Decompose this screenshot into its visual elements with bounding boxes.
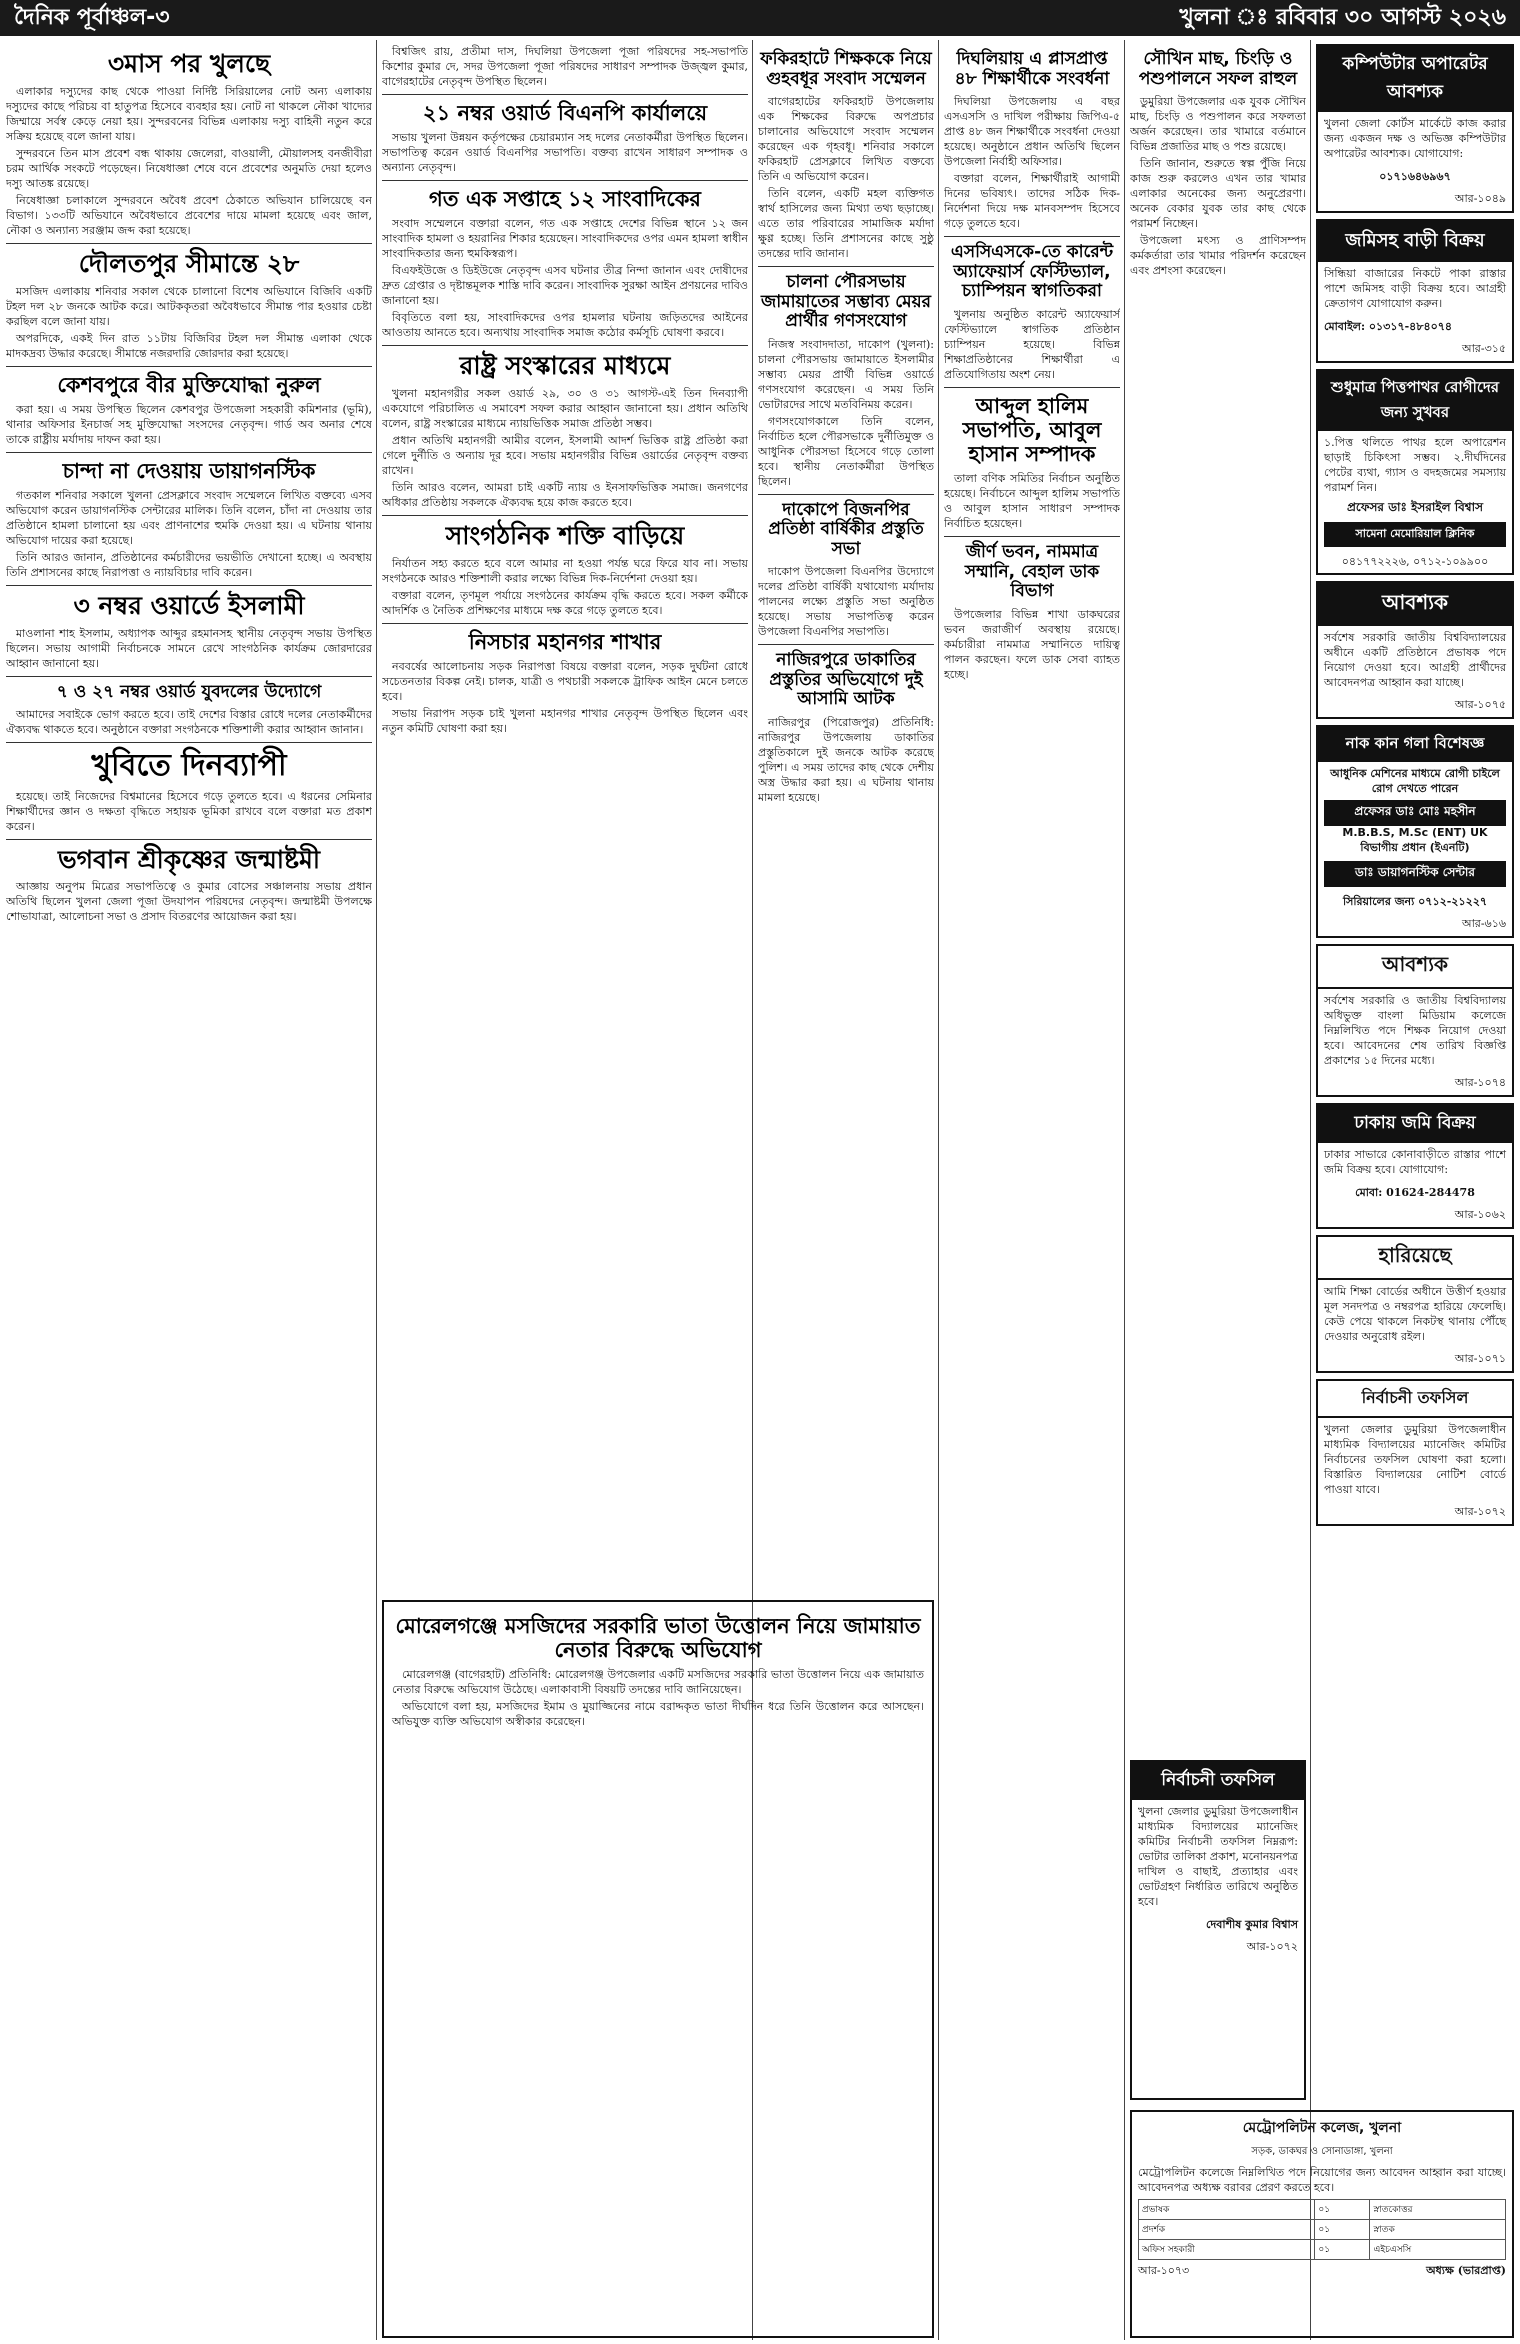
ad-title: কম্পিউটার অপারেটর আবশ্যক: [1318, 46, 1512, 112]
ad-phone: ০৪১৭৭২২২৬, ০৭১২-১০৯৯০০: [1341, 555, 1489, 568]
article-text: বিশ্বজিৎ রায়, প্রতীমা দাস, দিঘলিয়া উপজেলা পূজা পরিষদের সহ-সভাপতি কিশোর কুমার দে, সদর উপজেলা পূজা পরিষদের সাধারণ সম্পাদক উজ্জ্বল কুমার, বাগেরহাটের নেতৃবৃন্দ উপস্থিত ছিলেন।: [382, 45, 748, 88]
issue-date: খুলনা ঃ রবিবার ৩০ আগস্ট ২০২৬: [1179, 4, 1506, 30]
headline: সৌখিন মাছ, চিংড়ি ও পশুপালনে সফল রাহুল: [1138, 49, 1298, 89]
column-3: [758, 44, 934, 1594]
headline: জীর্ণ ভবন, নামমাত্র সম্মানি, বেহাল ডাক বিভাগ: [964, 542, 1100, 602]
ad-center: ডাঃ ডায়াগনস্টিক সেন্টার: [1324, 861, 1506, 887]
headline: ফকিরহাটে শিক্ষককে নিয়ে গুহবধূর সংবাদ সম্মেলন: [760, 49, 932, 89]
article-text: তিনি জানান, শুরুতে স্বল্প পুঁজি নিয়ে কাজ শুরু করলেও এখন তার খামার এলাকার অনেকের জন্য অনুপ্রেরণা। অনেক বেকার যুবক তার কাছ থেকে পরামর্শ নিচ্ছেন।: [1130, 157, 1306, 231]
table-row: [1139, 2220, 1506, 2240]
ad-clinic: সামেনা মেমোরিয়াল ক্লিনিক: [1324, 522, 1506, 547]
article-text: তিনি আরও বলেন, আমরা চাই একটি ন্যায় ও ইনসাফভিত্তিক সমাজ। জনগণের অধিকার প্রতিষ্ঠায় সকলকে ঐক্যবদ্ধ হয়ে কাজ করতে হবে।: [382, 481, 748, 510]
table-row: [1139, 2240, 1506, 2260]
ad-ent-specialist: [1316, 725, 1514, 938]
column-divider: [1124, 40, 1125, 2340]
article-text: মাওলানা শাহ ইসলাম, অধ্যাপক আব্দুর রহমানসহ স্থানীয় নেতৃবৃন্দ সভায় উপস্থিত ছিলেন। সভায় আগামী নির্বাচনকে সামনে রেখে সাংগঠনিক কার্যক্রম জোরদারের আহ্বান জানানো হয়।: [6, 626, 372, 670]
ad-lost: [1316, 1235, 1514, 1373]
article-text: করা হয়। এ সময় উপস্থিত ছিলেন কেশবপুর উপজেলা সহকারী কমিশনার (ভূমি), থানার অফিসার ইনচার্জ সহ মুক্তিযোদ্ধা সংসদের নেতৃবৃন্দ। গার্ড অব অনার শেষে তাকে রাষ্ট্রীয় মর্যাদায় দাফন করা হয়।: [6, 402, 372, 446]
table-cell: স্নাতক: [1370, 2220, 1506, 2240]
article-text: নাজিরপুর (পিরোজপুর) প্রতিনিধি: নাজিরপুর উপজেলায় ডাকাতির প্রস্তুতিকালে দুই জনকে আটক করেছে পুলিশ। এ সময় তাদের কাছ থেকে দেশীয় অস্ত্র উদ্ধার করা হয়। এ ঘটনায় থানায় মামলা হয়েছে।: [758, 716, 934, 805]
article-text: নিজস্ব সংবাদদাতা, দাকোপ (খুলনা): চালনা পৌরসভায় জামায়াতে ইসলামীর সম্ভাব্য মেয়র প্রার্থী বিভিন্ন ওয়ার্ডে গণসংযোগ করেছেন। এ সময় তিনি ভোটারদের সাথে মতবিনিময় করেন।: [758, 337, 934, 411]
article-text: হয়েছে। তাই নিজেদের বিশ্বমানের হিসেবে গড়ে তুলতে হবে। এ ধরনের সেমিনার শিক্ষার্থীদের জ্ঞান ও দক্ষতা বৃদ্ধিতে সহায়ক ভূমিকা রাখবে বলে বক্তারা মত প্রকাশ করেন।: [6, 789, 372, 833]
article-text: বাগেরহাটের ফকিরহাট উপজেলায় এক শিক্ষকের বিরুদ্ধে অপপ্রচার চালানোর অভিযোগে সংবাদ সম্মেলন করেছেন এক গৃহবধূ। শনিবার সকালে ফকিরহাট প্রেসক্লাবে লিখিত বক্তব্যে তিনি এ অভিযোগ করেন।: [758, 95, 934, 184]
ad-doctor: প্রফেসর ডাঃ ইসরাইল বিশ্বাস: [1346, 500, 1484, 514]
boxed-article: [382, 1600, 934, 2338]
ad-code: আর-১০৬২: [1454, 1208, 1506, 1221]
article-text: বিএফইউজে ও ডিইউজে নেতৃবৃন্দ এসব ঘটনার তীব্র নিন্দা জানান এবং দোষীদের দ্রুত গ্রেপ্তার ও দৃষ্টান্তমূলক শাস্তি দাবি করেন। সাংবাদিক সুরক্ষা আইন প্রণয়নের দাবিও জানানো হয়।: [382, 264, 748, 308]
article-text: উপজেলার বিভিন্ন শাখা ডাকঘরের ভবন জরাজীর্ণ অবস্থায় রয়েছে। কর্মচারীরা নামমাত্র সম্মানিতে দায়িত্ব পালন করছেন। ফলে ডাক সেবা ব্যাহত হচ্ছে।: [944, 607, 1120, 681]
article-text: তিনি আরও জানান, প্রতিষ্ঠানের কর্মচারীদের ভয়ভীতি দেখানো হচ্ছে। এ অবস্থায় তিনি প্রশাসনের কাছে নিরাপত্তা ও ন্যায়বিচার দাবি করেন।: [6, 550, 372, 579]
ad-title: জমিসহ বাড়ী বিক্রয়: [1318, 221, 1512, 262]
article-text: বক্তারা বলেন, তৃণমূল পর্যায়ে সংগঠনের কার্যক্রম বৃদ্ধি করতে হবে। সকল কর্মীকে আদর্শিক ও নৈতিক প্রশিক্ষণের মাধ্যমে দক্ষ করে গড়ে তুলতে হবে।: [382, 588, 748, 617]
article-text: দাকোপ উপজেলা বিএনপির উদ্যোগে দলের প্রতিষ্ঠা বার্ষিকী যথাযোগ্য মর্যাদায় পালনের লক্ষ্যে প্রস্তুতি সভা অনুষ্ঠিত হয়েছে। সভায় সভাপতিত্ব করেন উপজেলা বিএনপির সভাপতি।: [758, 565, 934, 639]
notice-body: খুলনা জেলার ডুমুরিয়া উপজেলাধীন মাধ্যমিক বিদ্যালয়ের ম্যানেজিং কমিটির নির্বাচনী তফসিল নিম্নরূপ: ভোটার তালিকা প্রকাশ, মনোনয়নপত্র দাখিল ও বাছাই, প্রত্যাহার এবং ভোটগ্রহণ নির্ধারিত তারিখে অনুষ্ঠিত হবে।: [1138, 1805, 1298, 1908]
ad-degree: M.B.B.S, M.Sc (ENT) UK: [1342, 826, 1488, 839]
article-text: উপজেলা মৎস্য ও প্রাণিসম্পদ কর্মকর্তারা তার খামার পরিদর্শন করেছেন এবং প্রশংসা করেছেন।: [1130, 234, 1306, 278]
ad-body: ঢাকার সাভারে কোনাবাড়ীতে রাস্তার পাশে জমি বিক্রয় হবে। যোগাযোগ:: [1324, 1148, 1506, 1176]
article-text: সভায় খুলনা উন্নয়ন কর্তৃপক্ষের চেয়ারম্যান সহ দলের নেতাকর্মীরা উপস্থিত ছিলেন। সভাপতিত্ব করেন ওয়ার্ড বিএনপির সভাপতি। বক্তব্য রাখেন সাধারণ সম্পাদক ও অন্যান্য নেতৃবৃন্দ।: [382, 131, 748, 175]
ad-title: শুধুমাত্র পিত্তপাথর রোগীদের জন্য সুখবর: [1318, 371, 1512, 431]
article-text: তালা বণিক সমিতির নির্বাচন অনুষ্ঠিত হয়েছে। নির্বাচনে আব্দুল হালিম সভাপতি ও আবুল হাসান সাধারণ সম্পাদক নির্বাচিত হয়েছেন।: [944, 472, 1120, 531]
article-text: সুন্দরবনে তিন মাস প্রবেশ বন্ধ থাকায় জেলেরা, বাওয়ালী, মৌয়ালসহ বনজীবীরা চরম আর্থিক সংকটে পড়েছেন। নিষেধাজ্ঞা শেষে বনে প্রবেশের অনুমতি দেয়া হলেও দস্যু আতঙ্ক রয়েছে।: [6, 146, 372, 190]
ad-title: ঢাকায় জমি বিক্রয়: [1318, 1105, 1512, 1143]
newspaper-name: দৈনিক পূর্বাঞ্চল-৩: [14, 4, 170, 30]
article-text: এলাকার দস্যুদের কাছ থেকে পাওয়া নির্দিষ্ট সিরিয়ালের নোট অন্য এলাকায় দস্যুদের কাছে পরিচয় বা হাতুপত্র হিসেবে ব্যবহার হয়। নোট না থাকলে নৌকা খাদ্যের জিম্মায়ে সর্বস্ব কেড়ে নেয়া হয়। সুন্দরবনের বিভিন্ন এলাকায় দস্যু বাহিনী নতুন করে সক্রিয় হয়েছে বলে জানা যায়।: [6, 84, 372, 143]
headline: নিসচার মহানগর শাখার: [468, 629, 662, 654]
article-text: সংবাদ সম্মেলনে বক্তারা বলেন, গত এক সপ্তাহে দেশের বিভিন্ন স্থানে ১২ জন সাংবাদিক হামলা ও হয়রানির শিকার হয়েছেন। সাংবাদিকদের ওপর এমন হামলা স্বাধীন সাংবাদিকতার জন্য হুমকিস্বরূপ।: [382, 217, 748, 261]
article-text: দিঘলিয়া উপজেলায় এ বছর এসএসসি ও দাখিল পরীক্ষায় জিপিএ-৫ প্রাপ্ত ৪৮ জন শিক্ষার্থীকে সংবর্ধনা দেওয়া হয়েছে। অনুষ্ঠানে প্রধান অতিথি ছিলেন উপজেলা নির্বাহী অফিসার।: [944, 95, 1120, 169]
article-text: খুলনা মহানগরীর সকল ওয়ার্ড ২৯, ৩০ ও ৩১ আগস্ট-এই তিন দিনব্যাপী একযোগে পরিচালিত এ সমাবেশ সফল করার আহ্বান জানানো হয়। প্রধান অতিথি বলেন, রাষ্ট্র সংস্কারের মাধ্যমে ন্যায়ভিত্তিক সমাজ প্রতিষ্ঠা সম্ভব।: [382, 387, 748, 431]
article-text: গণসংযোগকালে তিনি বলেন, নির্বাচিত হলে পৌরসভাকে দুর্নীতিমুক্ত ও আধুনিক পৌরসভা হিসেবে গড়ে তোলা হবে। স্থানীয় নেতাকর্মীরা উপস্থিত ছিলেন।: [758, 414, 934, 488]
ad-doctor: প্রফেসর ডাঃ মোঃ মহসীন: [1324, 800, 1506, 826]
headline: নাজিরপুরে ডাকাতির প্রস্তুতির অভিযোগে দুই আসামি আটক: [769, 650, 923, 710]
ad-column: [1316, 44, 1514, 2338]
ad-metropolitan-college: [1130, 2110, 1514, 2338]
headline: মোরেলগঞ্জে মসজিদের সরকারি ভাতা উত্তোলন নিয়ে জামায়াত নেতার বিরুদ্ধে অভিযোগ: [395, 1614, 921, 1663]
ad-code: আর-৩১৫: [1461, 342, 1506, 355]
ad-body: সিন্ধিয়া বাজারের নিকটে পাকা রাস্তার পাশে জমিসহ বাড়ী বিক্রয় হবে। আগ্রহী ক্রেতাগণ যোগাযোগ করুন।: [1324, 267, 1506, 310]
ad-department: বিভাগীয় প্রধান (ইএনটি): [1360, 841, 1470, 854]
ad-body: সর্বশেষ সরকারি ও জাতীয় বিশ্ববিদ্যালয় অধিভুক্ত বাংলা মিডিয়াম কলেজে নিম্নলিখিত পদে শিক্ষক নিয়োগ দেওয়া হবে। আবেদনের শেষ তারিখ বিজ্ঞপ্তি প্রকাশের ১৫ দিনের মধ্যে।: [1324, 994, 1506, 1067]
table-cell: ০১: [1315, 2220, 1370, 2240]
headline: ৭ ও ২৭ নম্বর ওয়ার্ড যুবদলের উদ্যোগে: [56, 681, 322, 702]
ad-title: নির্বাচনী তফসিল: [1318, 1381, 1512, 1418]
article-text: বিবৃতিতে বলা হয়, সাংবাদিকদের ওপর হামলার ঘটনায় জড়িতদের আইনের আওতায় আনতে হবে। অন্যথায় সাংবাদিক সমাজ কঠোর কর্মসূচি ঘোষণা করবে।: [382, 311, 748, 340]
column-divider: [1310, 40, 1311, 2340]
article-text: মসজিদ এলাকায় শনিবার সকাল থেকে চালানো বিশেষ অভিযানে বিজিবি একটি টহল দল ২৮ জনকে আটক করে। আটককৃতরা অবৈধভাবে সীমান্ত পার হওয়ার চেষ্টা করছিল বলে জানা যায়।: [6, 284, 372, 328]
article-text: বক্তারা বলেন, শিক্ষার্থীরাই আগামী দিনের ভবিষ্যৎ। তাদের সঠিক দিক-নির্দেশনা দিয়ে দক্ষ মানবসম্পদ হিসেবে গড়ে তুলতে হবে।: [944, 172, 1120, 231]
election-notice: [1130, 1760, 1306, 2100]
headline: সাংগঠনিক শক্তি বাড়িয়ে: [445, 521, 685, 551]
ad-computer-operator: [1316, 44, 1514, 213]
ad-land-sale-dhaka: [1316, 1103, 1514, 1229]
article-text: গতকাল শনিবার সকালে খুলনা প্রেসক্লাবে সংবাদ সম্মেলনে লিখিত বক্তব্যে এসব অভিযোগ করেন ডায়াগনস্টিক সেন্টারের মালিক। তিনি বলেন, চাঁদা না দেওয়ায় তার প্রতিষ্ঠানে হামলা চালানো হয় এবং প্রাণনাশের হুমকি দেওয়া হয়। এ ঘটনায় থানায় অভিযোগ দায়ের করা হয়েছে।: [6, 488, 372, 547]
page-header: [0, 0, 1520, 36]
ad-signature: অধ্যক্ষ (ভারপ্রাপ্ত): [1426, 2264, 1506, 2277]
notice-signature: দেবাশীষ কুমার বিশ্বাস: [1206, 1918, 1298, 1931]
ad-code: আর-১০৭৩: [1138, 2264, 1190, 2277]
article-text: নববর্ষের আলোচনায় সড়ক নিরাপত্তা বিষয়ে বক্তারা বলেন, সড়ক দুর্ঘটনা রোধে সচেতনতার বিকল্প নেই। চালক, যাত্রী ও পথচারী সকলকে ট্রাফিক আইন মেনে চলতে হবে।: [382, 659, 748, 703]
ad-gallstone: [1316, 369, 1514, 575]
ad-phone: মোবা: 01624-284478: [1355, 1186, 1475, 1199]
ad-code: আর-১০৭৪: [1454, 1076, 1506, 1089]
table-row: [1139, 2200, 1506, 2220]
ad-title: আবশ্যক: [1318, 583, 1512, 626]
ad-phone: মোবাইল: ০১৩১৭-৪৮৪০৭৪: [1324, 320, 1453, 333]
ad-body: মেট্রোপলিটন কলেজে নিম্নলিখিত পদে নিয়োগের জন্য আবেদন আহ্বান করা যাচ্ছে। আবেদনপত্র অধ্যক্ষ বরাবর প্রেরণ করতে হবে।: [1138, 2166, 1506, 2194]
ad-wanted-1: [1316, 581, 1514, 719]
vacancy-table: [1138, 2199, 1506, 2260]
headline: দাকোপে বিজনপির প্রতিষ্ঠা বার্ষিকীর প্রস্তুতি সভা: [768, 499, 924, 559]
notice-title: নির্বাচনী তফসিল: [1132, 1762, 1304, 1800]
article-text: আজ্ঞায় অনুপম মিত্রের সভাপতিত্বে ও কুমার বোসের সঞ্চালনায় সভায় প্রধান অতিথি ছিলেন খুলনা জেলা পূজা উদযাপন পরিষদের নেতৃবৃন্দ। জন্মাষ্টমী উপলক্ষে শোভাযাত্রা, আলোচনা সভা ও প্রসাদ বিতরণের আয়োজন করা হয়।: [6, 880, 372, 924]
ad-body: ১.পিত্ত থলিতে পাথর হলে অপারেশন ছাড়াই চিকিৎসা সম্ভব। ২.দীর্ঘদিনের পেটের ব্যথা, গ্যাস ও বদহজমের সমস্যায় পরামর্শ নিন।: [1324, 436, 1506, 494]
table-cell: স্নাতকোত্তর: [1370, 2200, 1506, 2220]
column-2: [382, 44, 748, 1584]
headline: ৩মাস পর খুলছে: [107, 49, 271, 78]
ad-body: সর্বশেষ সরকারি জাতীয় বিশ্ববিদ্যালয়ের অধীনে একটি প্রতিষ্ঠানে প্রভাষক পদে নিয়োগ দেওয়া হবে। আগ্রহী প্রার্থীদের আবেদনপত্র আহ্বান করা যাচ্ছে।: [1324, 631, 1506, 689]
article-text: নিষেধাজ্ঞা চলাকালে সুন্দরবনে অবৈধ প্রবেশ ঠেকাতে অভিযান চালিয়েছে বন বিভাগ। ১৩৩টি অভিযানে অবৈধভাবে প্রবেশের দায়ে মামলা হয়েছে এবং জাল, নৌকা ও অন্যান্য সরঞ্জাম জব্দ করা হয়েছে।: [6, 193, 372, 237]
headline: ৩ নম্বর ওয়ার্ডে ইসলামী: [73, 590, 305, 620]
article-text: প্রধান অতিথি মহানগরী আমীর বলেন, ইসলামী আদর্শ ভিত্তিক রাষ্ট্র প্রতিষ্ঠা করা গেলে দুর্নীতি ও অন্যায় দূর হবে। সভায় মহানগরীর বিভিন্ন ওয়ার্ডের নেতৃবৃন্দ বক্তব্য রাখেন।: [382, 434, 748, 478]
table-cell: এইচএসসি: [1370, 2240, 1506, 2260]
ad-code: আর-১০৭২: [1454, 1505, 1506, 1518]
ad-house-sale: [1316, 219, 1514, 363]
headline: রাষ্ট্র সংস্কারের মাধ্যমে: [459, 351, 671, 381]
ad-title: আবশ্যক: [1318, 946, 1512, 989]
headline: ভগবান শ্রীকৃষ্ণের জন্মাষ্টমী: [57, 844, 321, 874]
ad-subtitle: সড়ক, ডাকঘর ও সোনাডাঙ্গা, খুলনা: [1251, 2146, 1393, 2157]
table-cell: ০১: [1315, 2200, 1370, 2220]
headline: কেশবপুরে বীর মুক্তিযোদ্ধা নুরুল: [57, 372, 321, 397]
table-cell: প্রদর্শক: [1139, 2220, 1315, 2240]
ad-title: মেট্রোপলিটন কলেজ, খুলনা: [1242, 2120, 1402, 2136]
headline: চালনা পৌরসভায় জামায়াতের সম্ভাব্য মেয়র প্রার্থীর গণসংযোগ: [761, 272, 931, 332]
column-divider: [376, 40, 377, 2340]
ad-election-schedule: [1316, 1379, 1514, 1526]
ad-body: আমি শিক্ষা বোর্ডের অধীনে উত্তীর্ণ হওয়ার মূল সনদপত্র ও নম্বরপত্র হারিয়ে ফেলেছি। কেউ পেয়ে থাকলে নিকটস্থ থানায় পৌঁছে দেওয়ার অনুরোধ রইল।: [1324, 1285, 1506, 1343]
column-4: [944, 44, 1120, 1744]
ad-body: খুলনা জেলার ডুমুরিয়া উপজেলাধীন মাধ্যমিক বিদ্যালয়ের ম্যানেজিং কমিটির নির্বাচনের তফসিল ঘোষণা করা হলো। বিস্তারিত বিদ্যালয়ের নোটিশ বোর্ডে পাওয়া যাবে।: [1324, 1423, 1506, 1496]
headline: চান্দা না দেওয়ায় ডায়াগনস্টিক: [62, 458, 316, 483]
ad-code: আর-১০৭৫: [1454, 698, 1506, 711]
headline: এসসিএসকে-তে কারেন্ট অ্যাফেয়ার্স ফেস্টিভ্যাল, চ্যাম্পিয়ন স্বাগতিকরা: [950, 242, 1114, 302]
headline: খুবিতে দিনব্যাপী: [91, 748, 287, 784]
ad-code: আর-১০৭২: [1246, 1940, 1298, 1953]
ad-title: নাক কান গলা বিশেষজ্ঞ: [1318, 727, 1512, 762]
column-5: [1130, 44, 1306, 1744]
headline: দৌলতপুর সীমান্তে ২৮: [78, 248, 300, 278]
article-text: খুলনায় অনুষ্ঠিত কারেন্ট অ্যাফেয়ার্স ফেস্টিভ্যালে স্বাগতিক প্রতিষ্ঠান চ্যাম্পিয়ন হয়েছে। বিভিন্ন শিক্ষাপ্রতিষ্ঠানের শিক্ষার্থীরা এ প্রতিযোগিতায় অংশ নেয়।: [944, 307, 1120, 381]
headline: দিঘলিয়ায় এ প্লাসপ্রাপ্ত ৪৮ শিক্ষার্থীকে সংবর্ধনা: [954, 49, 1110, 89]
article-text: অপরদিকে, একই দিন রাত ১১টায় বিজিবির টহল দল সীমান্ত এলাকা থেকে মাদকদ্রব্য উদ্ধার করেছে। সীমান্তে নজরদারি জোরদার করা হয়েছে।: [6, 331, 372, 360]
ad-phone: ০১৭১৬৪৬৯৬৭: [1379, 170, 1451, 183]
ad-wanted-2: [1316, 944, 1514, 1097]
ad-code: আর-৬১৬: [1461, 917, 1506, 930]
ad-subtitle: আধুনিক মেশিনের মাধ্যমে রোগী চাইলে রোগ দেখতে পারেন: [1330, 767, 1500, 795]
ad-code: আর-১০৭১: [1454, 1352, 1506, 1365]
article-text: নির্যাতন সহ্য করতে হবে বলে আমার না হওয়া পর্যন্ত ঘরে ফিরে যাব না। সভায় সংগঠনকে আরও শক্তিশালী করার লক্ষ্যে বিভিন্ন দিক-নির্দেশনা দেওয়া হয়।: [382, 556, 748, 585]
table-cell: অফিস সহকারী: [1139, 2240, 1315, 2260]
article-text: তিনি বলেন, একটি মহল ব্যক্তিগত স্বার্থ হাসিলের জন্য মিথ্যা তথ্য ছড়াচ্ছে। এতে তার পরিবারের সামাজিক মর্যাদা ক্ষুণ্ণ হচ্ছে। তিনি প্রশাসনের কাছে সুষ্ঠু তদন্তের দাবি জানান।: [758, 187, 934, 261]
table-cell: প্রভাষক: [1139, 2200, 1315, 2220]
article-text: ডুমুরিয়া উপজেলার এক যুবক সৌখিন মাছ, চিংড়ি ও পশুপালন করে সফলতা অর্জন করেছেন। তার খামারে বর্তমানে বিভিন্ন প্রজাতির মাছ ও পশু রয়েছে।: [1130, 95, 1306, 154]
column-divider: [938, 40, 939, 2340]
headline: ২১ নম্বর ওয়ার্ড বিএনপি কার্যালয়ে: [422, 101, 708, 125]
ad-phone: সিরিয়ালের জন্য ০৭১২-২১২২৭: [1342, 895, 1488, 908]
article-text: অভিযোগে বলা হয়, মসজিদের ইমাম ও মুয়াজ্জিনের নামে বরাদ্দকৃত ভাতা দীর্ঘদিন ধরে তিনি উত্তোলন করে আসছেন। অভিযুক্ত ব্যক্তি অভিযোগ অস্বীকার করেছেন।: [392, 1700, 924, 1729]
article-text: সভায় নিরাপদ সড়ক চাই খুলনা মহানগর শাখার নেতৃবৃন্দ উপস্থিত ছিলেন এবং নতুন কমিটি ঘোষণা করা হয়।: [382, 706, 748, 735]
headline: আব্দুল হালিম সভাপতি, আবুল হাসান সম্পাদক: [962, 393, 1102, 467]
table-cell: ০১: [1315, 2240, 1370, 2260]
ad-body: খুলনা জেলা কোর্টস মার্কেটে কাজ করার জন্য একজন দক্ষ ও অভিজ্ঞ কম্পিউটার অপারেটর আবশ্যক। যোগাযোগ:: [1324, 117, 1506, 160]
headline: গত এক সপ্তাহে ১২ সাংবাদিকের: [429, 187, 701, 212]
article-text: আমাদের সবাইকে ভোগ করতে হবে। তাই দেশের বিস্তার রোধে দলের নেতাকর্মীদের ঐক্যবদ্ধ থাকতে হবে। অনুষ্ঠানে বক্তারা সংগঠনকে শক্তিশালী করার আহ্বান জানান।: [6, 708, 372, 737]
ad-title: হারিয়েছে: [1318, 1237, 1512, 1280]
ad-code: আর-১০৪৯: [1454, 192, 1506, 205]
article-text: মোরেলগঞ্জ (বাগেরহাট) প্রতিনিধি: মোরেলগঞ্জ উপজেলার একটি মসজিদের সরকারি ভাতা উত্তোলন নিয়ে এক জামায়াত নেতার বিরুদ্ধে অভিযোগ উঠেছে। এলাকাবাসী বিষয়টি তদন্তের দাবি জানিয়েছেন।: [392, 1668, 924, 1697]
column-1: [6, 44, 372, 2338]
